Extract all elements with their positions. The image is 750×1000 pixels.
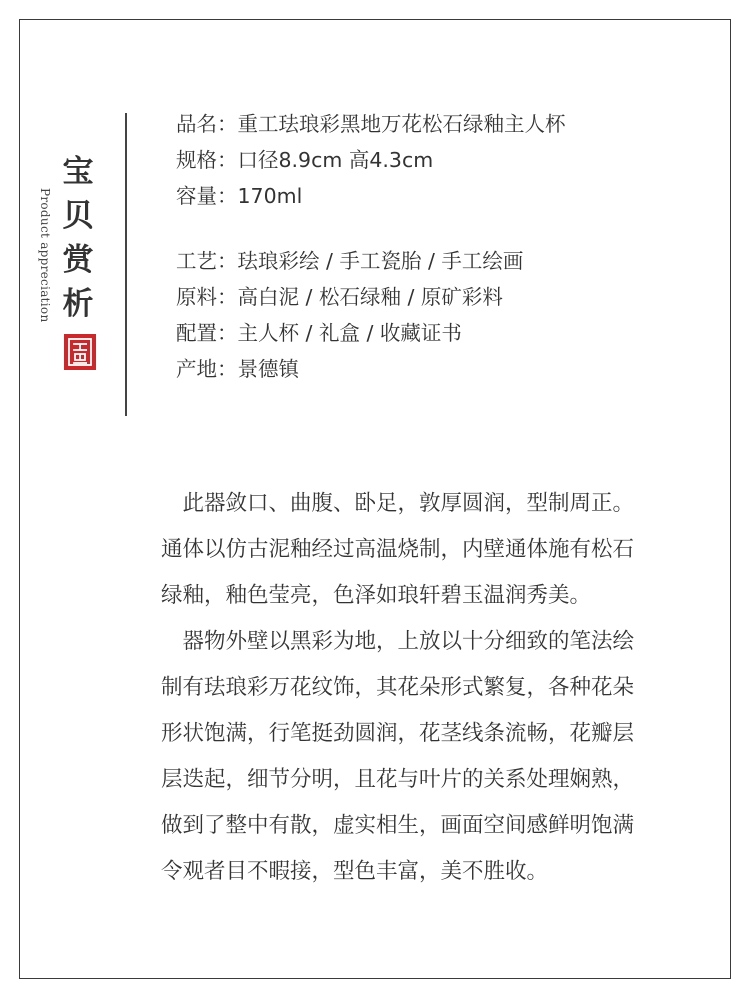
red-seal-stamp-icon xyxy=(64,334,96,370)
spec-group-gap xyxy=(176,214,696,243)
side-title-char: 宝 xyxy=(62,154,94,190)
spec-row xyxy=(176,315,696,351)
description-line: 令观者目不暇接，型色丰富，美不胜收。 xyxy=(161,859,549,884)
spec-label: 容量 xyxy=(176,184,217,208)
side-title-char: 析 xyxy=(62,286,94,322)
description-line: 器物外壁以黑彩为地，上放以十分细致的笔法绘 xyxy=(161,629,635,654)
spec-separator: ： xyxy=(217,148,238,172)
side-subtitle-en: Product appreciation xyxy=(38,188,52,323)
spec-row xyxy=(176,351,696,387)
spec-row xyxy=(176,243,696,279)
description-line: 形状饱满，行笔挺劲圆润，花茎线条流畅，花瓣层 xyxy=(161,721,635,746)
spec-separator: ： xyxy=(217,285,238,309)
spec-label: 原料 xyxy=(176,285,217,309)
spec-separator: ： xyxy=(217,184,238,208)
spec-separator: ： xyxy=(217,112,238,136)
spec-row xyxy=(176,142,696,178)
side-title xyxy=(60,150,96,326)
spec-label: 规格 xyxy=(176,148,217,172)
side-title-char: 贝 xyxy=(62,198,94,234)
description-line: 制有珐琅彩万花纹饰，其花朵形式繁复，各种花朵 xyxy=(161,675,635,700)
spec-value: 珐琅彩绘 / 手工瓷胎 / 手工绘画 xyxy=(237,249,524,273)
description-line: 通体以仿古泥釉经过高温烧制，内壁通体施有松石 xyxy=(161,537,635,562)
spec-row xyxy=(176,279,696,315)
description-line: 此器敛口、曲腹、卧足，敦厚圆润，型制周正。 xyxy=(161,491,635,516)
description-line: 绿釉，釉色莹亮，色泽如琅轩碧玉温润秀美。 xyxy=(161,583,592,608)
spec-value: 主人杯 / 礼盒 / 收藏证书 xyxy=(237,321,462,345)
spec-list xyxy=(176,106,696,387)
spec-label: 配置 xyxy=(176,321,217,345)
divider-line xyxy=(125,113,127,416)
spec-row xyxy=(176,106,696,142)
spec-row xyxy=(176,178,696,214)
spec-separator: ： xyxy=(217,357,238,381)
spec-separator: ： xyxy=(217,249,238,273)
spec-value: 景德镇 xyxy=(237,357,299,381)
spec-label: 产地 xyxy=(176,357,217,381)
spec-label: 工艺 xyxy=(176,249,217,273)
side-title-char: 赏 xyxy=(62,242,94,278)
spec-separator: ： xyxy=(217,321,238,345)
description-line: 层迭起，细节分明，且花与叶片的关系处理娴熟， xyxy=(161,767,635,792)
spec-value: 口径8.9cm 高4.3cm xyxy=(237,148,434,172)
spec-value: 170ml xyxy=(237,184,303,208)
spec-value: 高白泥 / 松石绿釉 / 原矿彩料 xyxy=(237,285,503,309)
spec-label: 品名 xyxy=(176,112,217,136)
spec-value: 重工珐琅彩黑地万花松石绿釉主人杯 xyxy=(237,112,566,136)
description-line: 做到了整中有散，虚实相生，画面空间感鲜明饱满 xyxy=(161,813,635,838)
description-text xyxy=(161,481,701,895)
